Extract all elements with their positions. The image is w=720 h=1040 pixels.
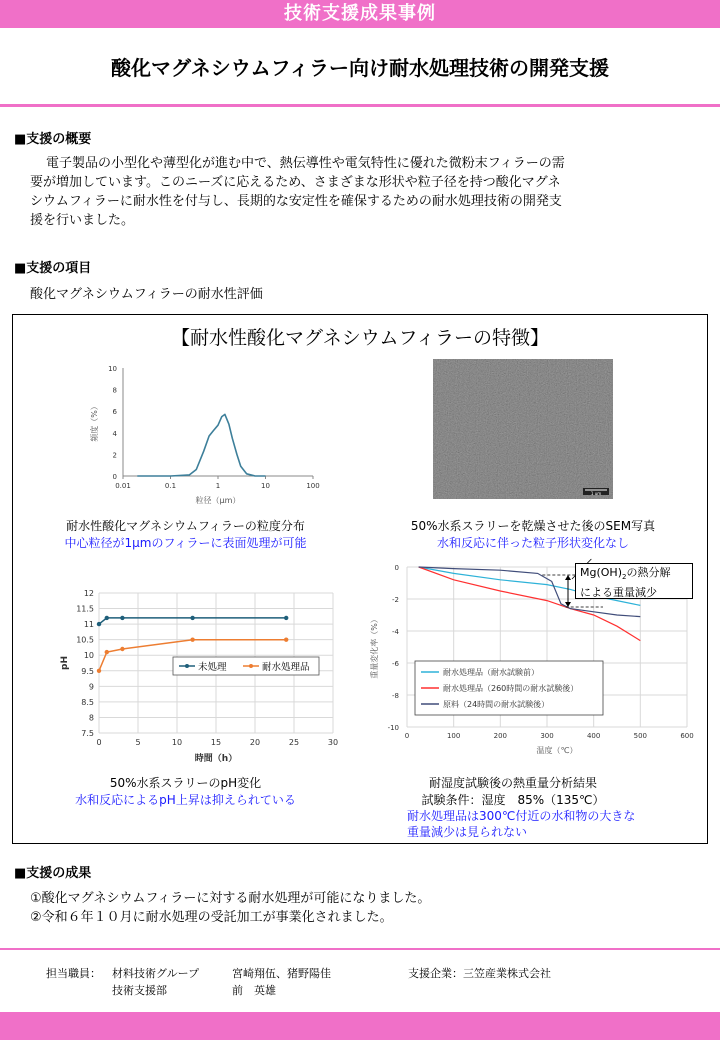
psd-xtick-label: 10 (261, 482, 270, 490)
psd-xlabel: 粒径（μm） (195, 496, 241, 505)
ph-xtick-label: 25 (288, 738, 300, 747)
footer-divider (0, 948, 720, 950)
ph-xtick-label: 20 (249, 738, 261, 747)
psd-note: 中心粒径が1μmのフィラーに表面処理が可能 (64, 536, 307, 550)
support-company: 支援企業：三笠産業株式会社 (408, 967, 551, 980)
tga-ylabel: 重量変化率（%） (370, 615, 379, 679)
ph-point-2 (120, 647, 124, 651)
psd-xtick-label: 0.01 (115, 482, 131, 490)
overview-line-3: シウムフィラーに耐水性を付与し、長期的な安定性を確保するための耐水処理技術の開発支 (30, 194, 562, 209)
ph-legend-label: 未処理 (198, 662, 227, 673)
ph-ytick-label: 8.5 (81, 697, 94, 707)
staff-names-1: 宮崎翔伍、猪野陽佳 (232, 967, 331, 980)
result-line-2: ②令和６年１０月に耐水処理の受託加工が事業化されました。 (30, 910, 393, 925)
footer-band (0, 1012, 720, 1040)
panel-title: 【耐水性酸化マグネシウムフィラーの特徴】 (170, 327, 550, 349)
ph-point-2 (190, 637, 194, 641)
psd-ytick-label: 8 (112, 386, 117, 395)
tga-condition: 試験条件：湿度 85%（135℃） (421, 793, 605, 807)
psd-ytick-label: 6 (112, 408, 117, 417)
tga-note-line-1: 耐水処理品は300℃付近の水和物の大きな (407, 809, 636, 823)
ph-caption: 50%水系スラリーのpH変化 (109, 776, 262, 790)
tga-xtick-label: 400 (586, 732, 601, 740)
ph-point-1 (97, 622, 101, 626)
psd-ytick-label: 4 (112, 429, 117, 438)
ph-ytick-label: 11 (83, 620, 94, 630)
tga-legend-label: 原料（24時間の耐水試験後） (443, 700, 550, 709)
tga-ytick-label: -10 (387, 724, 399, 732)
psd-series-line (137, 414, 265, 476)
tga-caption: 耐湿度試験後の熱重量分析結果 (428, 776, 597, 790)
sem-note: 水和反応に伴った粒子形状変化なし (436, 536, 629, 550)
tga-xtick-label: 200 (493, 732, 508, 740)
tga-xtick-label: 600 (680, 732, 694, 740)
tga-legend-label: 耐水処理品（260時間の耐水試験後） (443, 684, 579, 693)
tga-ytick-label: 0 (394, 564, 399, 572)
ph-point-1 (105, 616, 109, 620)
tga-xtick-label: 100 (446, 732, 461, 740)
ph-ytick-label: 11.5 (76, 604, 94, 614)
ph-xtick-label: 30 (327, 738, 339, 747)
result-line-1: ①酸化マグネシウムフィラーに対する耐水処理が可能になりました。 (30, 891, 431, 906)
overview-line-4: 援を行いました。 (30, 213, 135, 228)
tga-ytick-label: -4 (392, 628, 399, 636)
ph-xtick-label: 5 (135, 738, 141, 747)
callout-text-2: による重量減少 (580, 586, 657, 600)
staff-names-2: 前 英雄 (232, 984, 276, 997)
tga-ytick-label: -8 (392, 692, 399, 700)
ph-xtick-label: 0 (96, 738, 102, 747)
overview-heading: ■支援の概要 (14, 132, 92, 147)
title-divider (0, 104, 720, 107)
ph-note: 水和反応によるpH上昇は抑えられている (75, 793, 296, 807)
staff-label: 担当職員： (46, 967, 101, 980)
ph-xtick-label: 15 (210, 738, 222, 747)
ph-point-2 (284, 637, 288, 641)
tga-note-line-2: 重量減少は見られない (407, 825, 528, 839)
ph-point-2 (105, 650, 109, 654)
ph-ytick-label: 10 (83, 651, 94, 661)
staff-dept-1: 材料技術グループ (112, 967, 200, 980)
psd-ytick-label: 2 (112, 451, 117, 460)
ph-ytick-label: 7.5 (81, 729, 94, 738)
tga-ytick-label: -6 (392, 660, 399, 668)
psd-xtick-label: 100 (306, 482, 320, 490)
ph-ylabel: pH (60, 656, 70, 670)
ph-chart (43, 583, 343, 765)
tga-xlabel: 温度（℃） (536, 746, 578, 755)
callout-sub: 2 (622, 573, 627, 582)
psd-chart (73, 360, 333, 520)
ph-ytick-label: 9.5 (81, 666, 94, 676)
psd-caption: 耐水性酸化マグネシウムフィラーの粒度分布 (66, 519, 305, 533)
ph-ytick-label: 9 (88, 682, 94, 692)
sem-image (433, 359, 613, 499)
mgoh2-callout (575, 563, 693, 599)
page-title: 酸化マグネシウムフィラー向け耐水処理技術の開発支援 (111, 56, 609, 80)
psd-xtick-label: 1 (215, 482, 221, 490)
items-heading: ■支援の項目 (14, 261, 92, 276)
ph-point-1 (120, 616, 124, 620)
callout-text-1: Mg(OH) (580, 566, 622, 579)
psd-xtick-label: 0.1 (164, 482, 177, 490)
tga-marker-arrow-up (565, 575, 571, 580)
overview-line-2: 要が増加しています。このニーズに応えるため、さまざまな形状や粒子径を持つ酸化マグネ (30, 175, 561, 190)
ph-xlabel: 時間（h） (194, 754, 238, 764)
tga-note (407, 808, 635, 840)
ph-point-1 (284, 616, 288, 620)
tga-ytick-label: -2 (392, 596, 399, 604)
tga-xtick-label: 500 (633, 732, 648, 740)
psd-ylabel: 頻度（%） (90, 402, 99, 442)
ph-legend-label: 耐水処理品 (262, 662, 310, 673)
sem-caption: 50%水系スラリーを乾燥させた後のSEM写真 (410, 519, 656, 533)
ph-legend-marker (185, 664, 189, 668)
psd-ytick-label: 0 (112, 473, 117, 481)
tga-xtick-label: 0 (404, 732, 410, 740)
ph-ytick-label: 8 (88, 713, 94, 723)
sem-scale-label: 1 um (590, 491, 602, 496)
ph-point-1 (190, 616, 194, 620)
ph-xtick-label: 10 (171, 738, 183, 747)
overview-line-1: 電子製品の小型化や薄型化が進む中で、熱伝導性や電気特性に優れた微粉末フィラーの需 (46, 156, 565, 171)
ph-point-2 (97, 669, 101, 673)
feature-panel (12, 314, 708, 844)
ph-legend-marker (249, 664, 253, 668)
ph-ytick-label: 12 (83, 589, 94, 598)
staff-dept-2: 技術支援部 (112, 984, 167, 997)
tga-legend-label: 耐水処理品（耐水試験前） (443, 668, 539, 677)
items-text: 酸化マグネシウムフィラーの耐水性評価 (30, 287, 263, 302)
psd-ytick-label: 10 (108, 365, 117, 373)
tga-xtick-label: 300 (540, 732, 554, 740)
ph-ytick-label: 10.5 (76, 635, 94, 645)
callout-text-1b: の熱分解 (626, 566, 671, 579)
results-heading: ■支援の成果 (14, 866, 92, 881)
header-band: 技術支援成果事例 (0, 0, 720, 28)
